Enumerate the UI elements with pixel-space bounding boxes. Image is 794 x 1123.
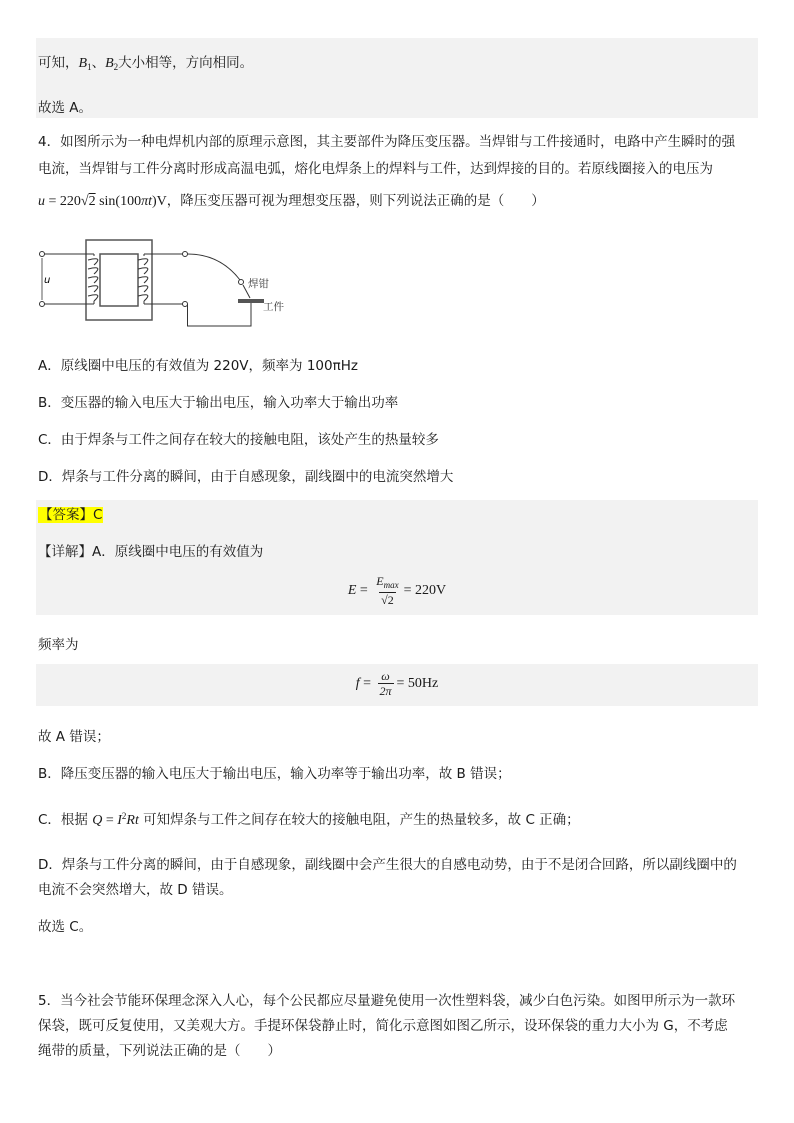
workpiece-label: 工件 [263,301,284,313]
tongs-lead [188,254,241,280]
workpiece-lead [188,303,252,326]
fraction-emax-root2: $\frac{E_{max}}{√2}$ [376,574,399,607]
b-detail-line: B．降压变压器的输入电压大于输出电压，输入功率等于输出功率，故 B 错误； [38,766,511,782]
prev-answer-box [36,38,758,118]
q4-answer-line [38,503,103,523]
q4-option-b: B．变压器的输入电压大于输出电压，输入功率大于输出功率 [38,395,399,411]
input-terminal-bottom [40,302,45,307]
fraction-omega-2pi: $\frac{\omega}{2\pi}$ [379,669,392,698]
prev-conclusion-line: 可知，$B_1$、$B_2$大小相等，方向相同。 [38,55,254,72]
c-detail-line: C．根据 $Q = I^2Rt$ 可知焊条与工件之间存在较大的接触电阻，产生的热量较多，故 C 正确； [38,811,580,828]
q4-stem-line2: 电流，当焊钳与工件分离时形成高温电弧，熔化电焊条上的焊料与工件，达到焊接的目的。若原线圈接入的电压为 [38,161,713,177]
q4-detail-line: 【详解】A．原线圈中电压的有效值为 [38,544,264,560]
freq-label: 频率为 [38,637,79,653]
output-terminal-bottom [183,302,188,307]
q4-stem-line3: u = 220√2 sin(100πt)V，降压变压器可视为理想变压器，则下列说法正确的是（ ） [38,193,545,209]
q4-option-d: D．焊条与工件分离的瞬间，由于自感现象，副线圈中的电流突然增大 [38,469,454,485]
sqrt-sign: √2 [80,194,96,209]
q4-option-a: A．原线圈中电压的有效值为 220V，频率为 100πHz [38,358,358,374]
welder-circuit-diagram [30,232,300,332]
q5-stem-line3: 绳带的质量，下列说法正确的是（ ） [38,1043,281,1059]
transformer-core-window [100,254,138,306]
q4-option-c: C．由于焊条与工件之间存在较大的接触电阻，该处产生的热量较多 [38,432,439,448]
q5-stem-line2: 保袋，既可反复使用，又美观大方。手提环保袋静止时，简化示意图如图乙所示，设环保袋的重力大小为 G，不考虑 [38,1018,728,1034]
welding-tongs [239,280,244,285]
input-terminal-top [40,252,45,257]
output-terminal-top [183,252,188,257]
a-wrong-line: 故 A 错误； [38,729,110,745]
frequency-equation: f = $\frac{\omega}{2\pi}$ = 50Hz [355,669,439,698]
tongs-label: 焊钳 [248,278,269,290]
q4-stem-line1: 4．如图所示为一种电焊机内部的原理示意图，其主要部件为降压变压器。当焊钳与工件接通时，电路中产生瞬时的强 [38,134,736,150]
voltage-label: u [44,275,51,286]
d-detail-line2: 电流不会突然增大，故 D 错误。 [38,882,233,898]
answer-tag: 【答案】C [39,507,103,523]
q4-select-line: 故选 C。 [38,919,93,935]
effective-voltage-equation: E = $\frac{E_{max}}{√2}$ = 220V [347,574,447,607]
workpiece [238,299,264,303]
prev-select-line: 故选 A。 [38,100,93,116]
d-detail-line1: D．焊条与工件分离的瞬间，由于自感现象，副线圈中会产生很大的自感电动势，由于不是闭合回路，所以副线圈中的 [38,857,737,873]
q5-stem-line1: 5．当今社会节能环保理念深入人心，每个公民都应尽量避免使用一次性塑料袋，减少白色污染。如图甲所示为一款环 [38,993,736,1009]
